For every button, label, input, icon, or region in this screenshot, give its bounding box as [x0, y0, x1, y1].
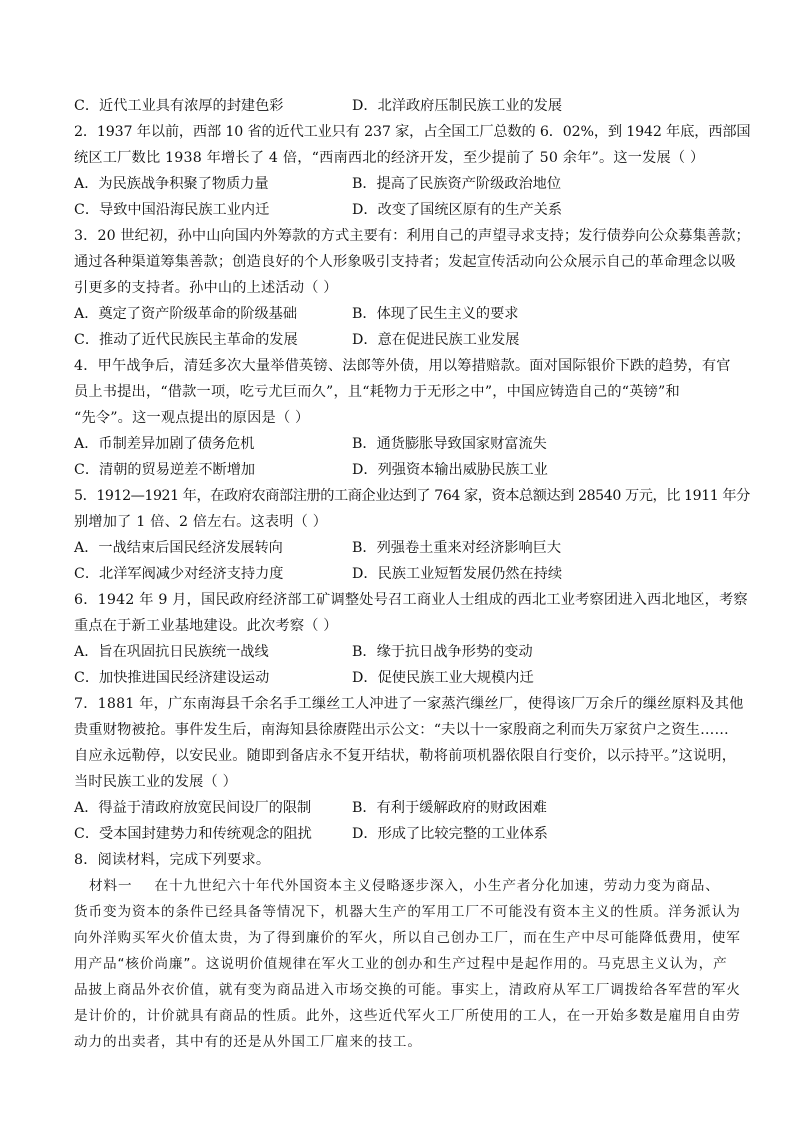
q7-stem-line: 自应永远勒停，以安民业。随即到备店永不复开结状，勒将前项机器依限自行变价，以示持平。”这说明， — [74, 748, 737, 764]
q4-stem-line: “先令”。这一观点提出的原因是（ ） — [74, 410, 310, 426]
q5-option-d: D．民族工业短暂发展仍然在持续 — [352, 566, 563, 582]
q8-material-line: 是计价的，计价就具有商品的性质。此外，这些近代军火工厂所使用的工人，在一开始多数是雇用自由劳 — [74, 1008, 741, 1024]
q4-option-d: D．列强资本输出威胁民族工业 — [352, 462, 548, 478]
q2-option-d: D．改变了国统区原有的生产关系 — [352, 202, 563, 218]
q8-material-line: 用产品“核价尚廉”。这说明价值规律在军火工业的创办和生产过程中是起作用的。马克思主义认为，产 — [74, 956, 728, 972]
q5-option-b: B．列强卷土重来对经济影响巨大 — [352, 540, 562, 556]
q1-option-c: C．近代工业具有浓厚的封建色彩 — [74, 98, 284, 114]
q3-stem-line: 3．20 世纪初，孙中山向国内外筹款的方式主要有：利用自己的声望寻求支持；发行债券向公众募集善款； — [74, 228, 750, 244]
q3-option-c: C．推动了近代民族民主革命的发展 — [74, 332, 298, 348]
q2-option-b: B．提高了民族资产阶级政治地位 — [352, 176, 562, 192]
q5-option-a: A．一战结束后国民经济发展转向 — [74, 540, 283, 556]
q7-option-d: D．形成了比较完整的工业体系 — [352, 826, 548, 842]
q4-stem-line: 4．甲午战争后，清廷多次大量举借英镑、法郎等外债，用以筹措赔款。面对国际银价下跌的趋势，有官 — [74, 358, 731, 374]
q4-stem-line: 员上书提出，“借款一项，吃亏尤巨而久”，且“耗物力于无形之中”，中国应铸造自己的“英镑”和 — [74, 384, 680, 400]
q8-material-line: 动力的出卖者，其中有的还是从外国工厂雇来的技工。 — [74, 1034, 422, 1050]
q3-option-d: D．意在促进民族工业发展 — [352, 332, 520, 348]
q8-material-line: 品披上商品外衣价值，就有变为商品进入市场交换的可能。事实上，清政府从军工厂调拨给各军营的军火 — [74, 982, 741, 998]
q3-stem-line: 通过各种渠道筹集善款；创造良好的个人形象吸引支持者；发起宣传活动向公众展示自己的革命理念以吸 — [74, 254, 736, 270]
q2-stem-line: 统区工厂数比 1938 年增长了 4 倍，“西南西北的经济开发，至少提前了 50 余年”。这一发展（ ） — [74, 150, 705, 166]
q7-option-b: B．有利于缓解政府的财政困难 — [352, 800, 547, 816]
q6-option-d: D．促使民族工业大规模内迁 — [352, 670, 534, 686]
material-label: 材料一 — [89, 878, 133, 894]
q2-option-c: C．导致中国沿海民族工业内迁 — [74, 202, 270, 218]
q5-stem-line: 别增加了 1 倍、2 倍左右。这表明（ ） — [74, 514, 328, 530]
q3-option-b: B．体现了民生主义的要求 — [352, 306, 519, 322]
q5-option-c: C．北洋军阀减少对经济支持力度 — [74, 566, 284, 582]
q3-stem-line: 引更多的支持者。孙中山的上述活动（ ） — [74, 280, 338, 296]
q8-material-line: 货币变为资本的条件已经具备等情况下，机器大生产的军用工厂不可能没有资本主义的性质。洋务派认为 — [74, 904, 741, 920]
q4-option-a: A．币制差异加剧了债务危机 — [74, 436, 255, 452]
q6-stem-line: 6．1942 年 9 月，国民政府经济部工矿调整处号召工商业人士组成的西北工业考察团进入西北地区，考察 — [74, 592, 748, 608]
q2-option-a: A．为民族战争积聚了物质力量 — [74, 176, 269, 192]
q5-stem-line: 5．1912—1921 年，在政府农商部注册的工商企业达到了 764 家，资本总额达到 28540 万元，比 1911 年分 — [74, 488, 750, 504]
q4-option-c: C．清朝的贸易逆差不断增加 — [74, 462, 256, 478]
q7-stem-line: 贵重财物被抢。事件发生后，南海知县徐赓陛出示公文：“夫以十一家殷商之利而失万家贫户之资生…… — [74, 722, 729, 738]
q6-stem-line: 重点在于新工业基地建设。此次考察（ ） — [74, 618, 338, 634]
q8-stem: 8．阅读材料，完成下列要求。 — [74, 852, 271, 868]
q7-stem-line: 7．1881 年，广东南海县千余名手工缫丝工人冲进了一家蒸汽缫丝厂，使得该厂万余斤的缫丝原料及其他 — [74, 696, 744, 712]
q2-stem-line: 2．1937 年以前，西部 10 省的近代工业只有 237 家，占全国工厂总数的 6．02%，到 1942 年底，西部国 — [74, 124, 751, 140]
q1-option-d: D．北洋政府压制民族工业的发展 — [352, 98, 563, 114]
q7-stem-line: 当时民族工业的发展（ ） — [74, 774, 237, 790]
q7-option-a: A．得益于清政府放宽民间设厂的限制 — [74, 800, 312, 816]
q6-option-c: C．加快推进国民经济建设运动 — [74, 670, 270, 686]
q6-option-a: A．旨在巩固抗日民族统一战线 — [74, 644, 269, 660]
material-text: 在十九世纪六十年代外国资本主义侵略逐步深入，小生产者分化加速，劳动力变为商品、 — [154, 878, 720, 894]
q6-option-b: B．缘于抗日战争形势的变动 — [352, 644, 533, 660]
q3-option-a: A．奠定了资产阶级革命的阶级基础 — [74, 306, 298, 322]
q8-material-line — [89, 876, 749, 896]
q7-option-c: C．受本国封建势力和传统观念的阻扰 — [74, 826, 312, 842]
q4-option-b: B．通货膨胀导致国家财富流失 — [352, 436, 547, 452]
q8-material-line: 向外洋购买军火价值太贵，为了得到廉价的军火，所以自己创办工厂，而在生产中尽可能降低费用，使军 — [74, 930, 741, 946]
